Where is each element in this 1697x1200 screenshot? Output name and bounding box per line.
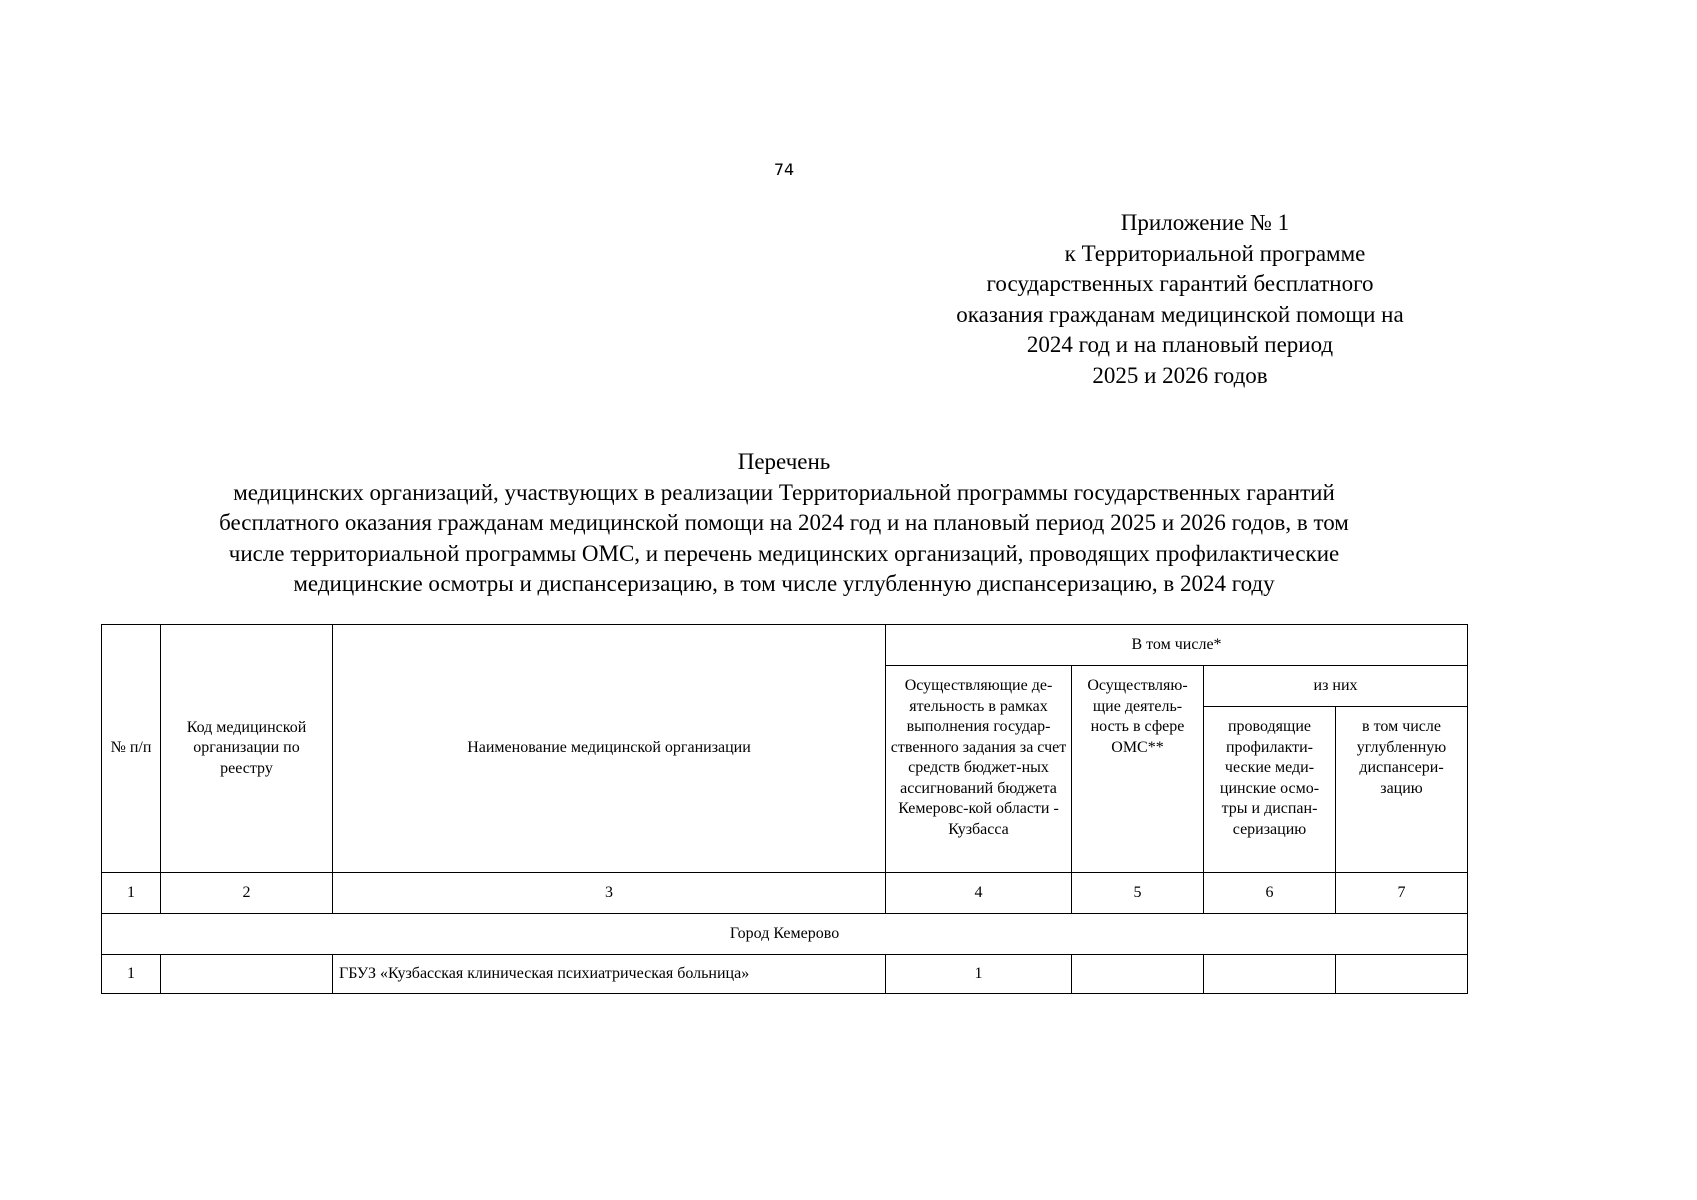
column-numbers-row xyxy=(102,873,1468,914)
appendix-line: 2024 год и на плановый период xyxy=(1026,332,1334,357)
title-line: Перечень xyxy=(737,449,831,474)
cell-code xyxy=(161,955,333,994)
table-row xyxy=(102,955,1468,994)
group-title: Город Кемерово xyxy=(102,914,1468,955)
column-number: 6 xyxy=(1204,873,1336,914)
appendix-line: 2025 и 2026 годов xyxy=(1092,362,1268,388)
header-name: Наименование медицинской организации xyxy=(333,625,886,873)
title-line: бесплатного оказания гражданам медицинской помощи на 2024 год и на плановый период 2025 и 2026 годов, в том xyxy=(219,510,1349,535)
page-number: 74 xyxy=(773,160,795,179)
column-number: 5 xyxy=(1072,873,1204,914)
header-prophylactic: проводящие профилакти-ческие меди-цинские осмо-тры и диспан-серизацию xyxy=(1204,707,1336,873)
appendix-line: государственных гарантий бесплатного xyxy=(986,271,1374,296)
cell-name: ГБУЗ «Кузбасская клиническая психиатрическая больница» xyxy=(333,955,886,994)
organizations-table xyxy=(101,624,1468,994)
header-in-depth: в том числе углубленную диспансери-зацию xyxy=(1336,707,1468,873)
cell-in-depth xyxy=(1336,955,1468,994)
title-line: медицинских организаций, участвующих в реализации Территориальной программы государственных гарантий xyxy=(233,479,1335,505)
title-line: медицинские осмотры и диспансеризацию, в том числе углубленную диспансеризацию, в 2024 году xyxy=(293,571,1275,596)
cell-oms xyxy=(1072,955,1204,994)
header-num: № п/п xyxy=(102,625,161,873)
title-line: числе территориальной программы ОМС, и перечень медицинских организаций, проводящих профилактические xyxy=(228,540,1340,566)
column-number: 4 xyxy=(886,873,1072,914)
header-code: Код медицинской организации по реестру xyxy=(161,625,333,873)
column-number: 3 xyxy=(333,873,886,914)
header-state-task: Осуществляющие де-ятельность в рамках выполнения государ-ственного задания за счет средств бюджет-ных ассигнований бюджета Кемеровс-кой области - Кузбасса xyxy=(886,666,1072,873)
appendix-line: Приложение № 1 xyxy=(1120,210,1290,235)
header-of-them: из них xyxy=(1204,666,1468,707)
column-number: 1 xyxy=(102,873,161,914)
cell-prophylactic xyxy=(1204,955,1336,994)
cell-num: 1 xyxy=(102,955,161,994)
appendix-line: оказания гражданам медицинской помощи на xyxy=(956,301,1404,327)
cell-state-task: 1 xyxy=(886,955,1072,994)
group-row xyxy=(102,914,1468,955)
appendix-line: к Территориальной программе xyxy=(1064,240,1366,266)
column-number: 7 xyxy=(1336,873,1468,914)
header-including: В том числе* xyxy=(886,625,1468,666)
document-title xyxy=(0,447,1568,600)
header-oms: Осуществляю-щие деятель-ность в сфере ОМС** xyxy=(1072,666,1204,873)
column-number: 2 xyxy=(161,873,333,914)
appendix-header xyxy=(900,208,1460,391)
